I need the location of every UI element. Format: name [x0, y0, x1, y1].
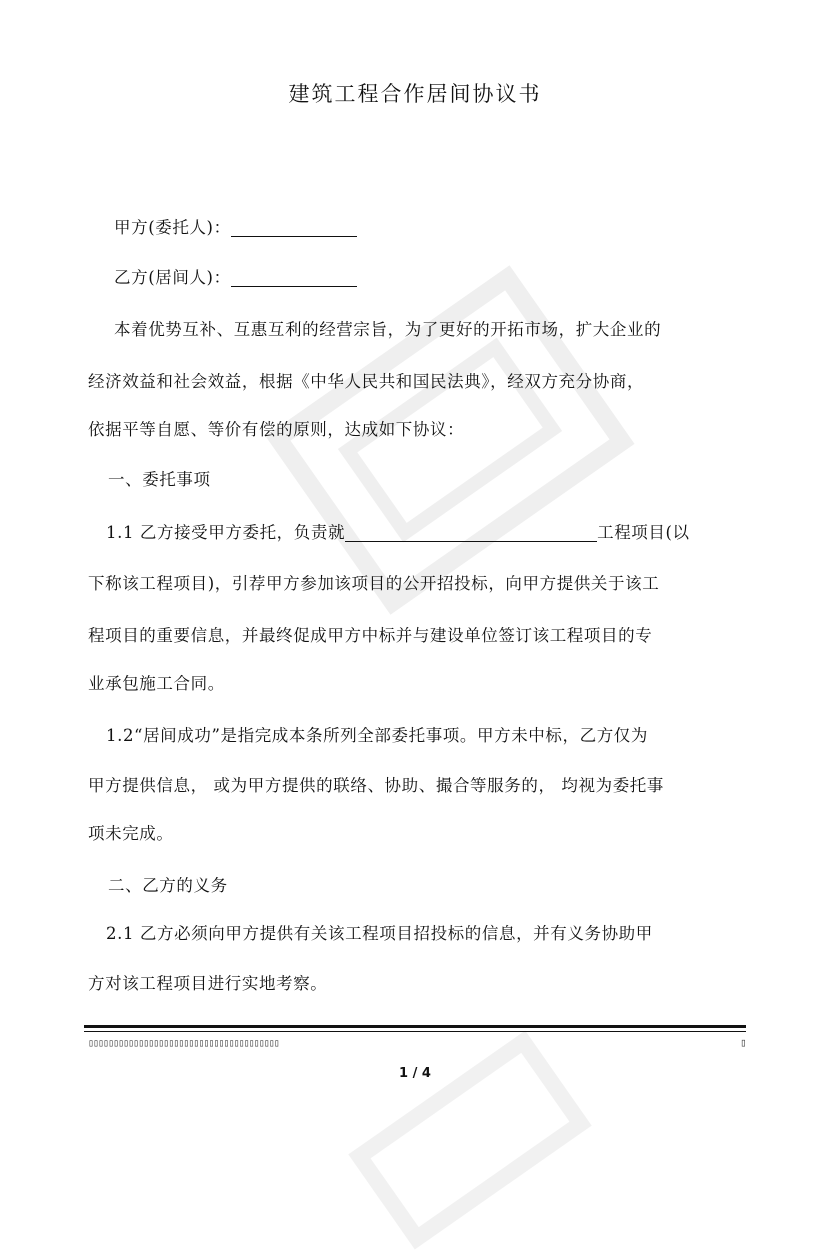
clause-line: 业承包施工合同。	[88, 674, 225, 693]
document-title: 建筑工程合作居间协议书	[288, 82, 542, 106]
clause-line: 程项目的重要信息，并最终促成甲方中标并与建设单位签订该工程项目的专	[88, 626, 653, 645]
party-a-blank	[231, 218, 357, 237]
party-a-line	[114, 214, 357, 238]
intro-line: 依据平等自愿、等价有偿的原则，达成如下协议：	[88, 420, 465, 439]
project-name-blank	[345, 523, 597, 542]
footer-divider	[84, 1025, 746, 1028]
watermark-icon	[345, 1028, 594, 1252]
clause-1-1-suffix: 工程项目(以	[597, 523, 690, 542]
intro-line: 经济效益和社会效益，根据《中华人民共和国民法典》，经双方充分协商，	[88, 372, 645, 391]
party-b-line	[114, 264, 357, 288]
party-b-label: 乙方(居间人)：	[114, 268, 231, 287]
clause-1-1-prefix: 1.1 乙方接受甲方委托，负责就	[106, 523, 346, 542]
section-heading: 二、乙方的义务	[108, 876, 228, 895]
clause-line	[106, 519, 690, 543]
party-b-blank	[231, 268, 357, 287]
clause-line: 1.2“居间成功”是指完成本条所列全部委托事项。甲方未中标，乙方仅为	[106, 726, 649, 745]
party-a-label: 甲方(委托人)：	[114, 218, 231, 237]
clause-line: 项未完成。	[88, 824, 174, 843]
clause-line: 甲方提供信息， 或为甲方提供的联络、协助、撮合等服务的， 均视为委托事	[88, 776, 664, 795]
clause-line: 下称该工程项目)，引荐甲方参加该项目的公开招投标，向甲方提供关于该工	[88, 574, 660, 593]
clause-line: 2.1 乙方必须向甲方提供有关该工程项目招投标的信息，并有义务协助甲	[106, 924, 653, 943]
page-number: 1 / 4	[399, 1066, 431, 1081]
footer-left-text: ▯▯▯▯▯▯▯▯▯▯▯▯▯▯▯▯▯▯▯▯▯▯▯▯▯▯▯▯▯▯▯▯▯▯▯▯▯▯	[88, 1038, 279, 1049]
clause-line: 方对该工程项目进行实地考察。	[88, 974, 328, 993]
section-heading: 一、委托事项	[108, 470, 211, 489]
intro-line: 本着优势互补、互惠互利的经营宗旨，为了更好的开拓市场，扩大企业的	[114, 320, 662, 339]
footer-divider	[84, 1031, 746, 1032]
footer-right-text: ▯	[740, 1036, 747, 1049]
